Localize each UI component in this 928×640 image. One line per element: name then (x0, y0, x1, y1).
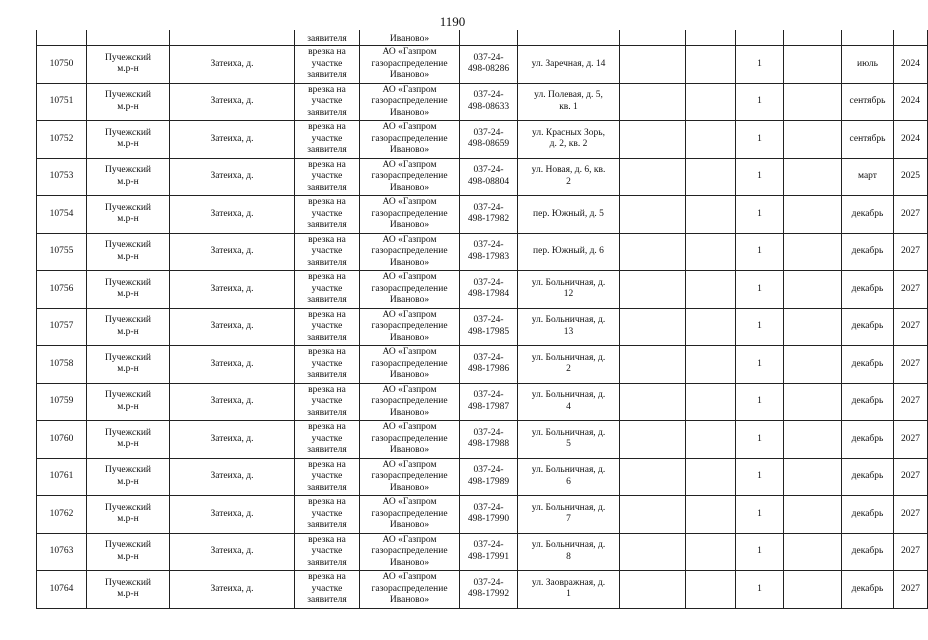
application-code-cell: 037-24- 498-17990 (460, 496, 518, 534)
month-cell: декабрь (842, 458, 894, 496)
year-cell: 2027 (894, 271, 928, 309)
continuation-cell (87, 30, 170, 46)
empty-cell (686, 308, 736, 346)
district-cell: Пучежский м.р-н (87, 383, 170, 421)
count-cell: 1 (736, 308, 784, 346)
application-code-cell: 037-24- 498-08286 (460, 46, 518, 84)
count-cell: 1 (736, 233, 784, 271)
district-cell: Пучежский м.р-н (87, 46, 170, 84)
connection-method-cell: врезка на участке заявителя (295, 458, 360, 496)
connection-method-cell: врезка на участке заявителя (295, 158, 360, 196)
year-cell: 2027 (894, 571, 928, 609)
count-cell: 1 (736, 533, 784, 571)
gas-distribution-org-cell: АО «Газпром газораспределение Иваново» (360, 196, 460, 234)
address-cell: ул. Новая, д. 6, кв. 2 (518, 158, 620, 196)
continuation-cell (37, 30, 87, 46)
count-cell: 1 (736, 196, 784, 234)
district-cell: Пучежский м.р-н (87, 196, 170, 234)
locality-cell: Затеиха, д. (170, 458, 295, 496)
application-code-cell: 037-24- 498-17987 (460, 383, 518, 421)
empty-cell (620, 496, 686, 534)
empty-cell (620, 46, 686, 84)
empty-cell (784, 533, 842, 571)
application-code-cell: 037-24- 498-17983 (460, 233, 518, 271)
year-cell: 2024 (894, 46, 928, 84)
application-code-cell: 037-24- 498-17988 (460, 421, 518, 459)
count-cell: 1 (736, 346, 784, 384)
locality-cell: Затеиха, д. (170, 383, 295, 421)
month-cell: июль (842, 46, 894, 84)
table-row (37, 46, 928, 84)
table-row (37, 533, 928, 571)
locality-cell: Затеиха, д. (170, 83, 295, 121)
row-number-cell: 10760 (37, 421, 87, 459)
address-cell: ул. Красных Зорь, д. 2, кв. 2 (518, 121, 620, 159)
row-number-cell: 10758 (37, 346, 87, 384)
year-cell: 2027 (894, 308, 928, 346)
gas-distribution-org-cell: АО «Газпром газораспределение Иваново» (360, 46, 460, 84)
application-code-cell: 037-24- 498-17982 (460, 196, 518, 234)
continuation-cell (686, 30, 736, 46)
empty-cell (784, 346, 842, 384)
year-cell: 2027 (894, 458, 928, 496)
month-cell: декабрь (842, 421, 894, 459)
continuation-cell (518, 30, 620, 46)
count-cell: 1 (736, 421, 784, 459)
year-cell: 2027 (894, 533, 928, 571)
connection-method-cell: врезка на участке заявителя (295, 196, 360, 234)
row-number-cell: 10762 (37, 496, 87, 534)
count-cell: 1 (736, 571, 784, 609)
address-cell: ул. Заречная, д. 14 (518, 46, 620, 84)
connection-method-cell: врезка на участке заявителя (295, 271, 360, 309)
table-row (37, 346, 928, 384)
gasification-registry-table (36, 30, 928, 609)
empty-cell (784, 83, 842, 121)
locality-cell: Затеиха, д. (170, 121, 295, 159)
empty-cell (620, 533, 686, 571)
connection-method-cell: врезка на участке заявителя (295, 46, 360, 84)
gas-distribution-org-cell: АО «Газпром газораспределение Иваново» (360, 158, 460, 196)
empty-cell (620, 158, 686, 196)
connection-method-cell: врезка на участке заявителя (295, 383, 360, 421)
empty-cell (686, 496, 736, 534)
address-cell: пер. Южный, д. 5 (518, 196, 620, 234)
connection-method-cell: врезка на участке заявителя (295, 533, 360, 571)
district-cell: Пучежский м.р-н (87, 458, 170, 496)
table-row (37, 83, 928, 121)
district-cell: Пучежский м.р-н (87, 308, 170, 346)
connection-method-cell: врезка на участке заявителя (295, 346, 360, 384)
page-number: 1190 (439, 14, 466, 29)
locality-cell: Затеиха, д. (170, 46, 295, 84)
application-code-cell: 037-24- 498-17986 (460, 346, 518, 384)
empty-cell (620, 308, 686, 346)
year-cell: 2027 (894, 196, 928, 234)
row-number-cell: 10763 (37, 533, 87, 571)
row-number-cell: 10756 (37, 271, 87, 309)
continuation-cell (170, 30, 295, 46)
table-row (37, 458, 928, 496)
continuation-cell: Иваново» (360, 30, 460, 46)
address-cell: ул. Полевая, д. 5, кв. 1 (518, 83, 620, 121)
district-cell: Пучежский м.р-н (87, 346, 170, 384)
empty-cell (686, 383, 736, 421)
count-cell: 1 (736, 46, 784, 84)
empty-cell (784, 383, 842, 421)
district-cell: Пучежский м.р-н (87, 571, 170, 609)
empty-cell (784, 308, 842, 346)
address-cell: ул. Заовражная, д. 1 (518, 571, 620, 609)
table-row (37, 196, 928, 234)
connection-method-cell: врезка на участке заявителя (295, 121, 360, 159)
district-cell: Пучежский м.р-н (87, 533, 170, 571)
continuation-cell (460, 30, 518, 46)
year-cell: 2027 (894, 421, 928, 459)
continuation-row (37, 30, 928, 46)
row-number-cell: 10753 (37, 158, 87, 196)
address-cell: ул. Больничная, д. 7 (518, 496, 620, 534)
connection-method-cell: врезка на участке заявителя (295, 308, 360, 346)
empty-cell (686, 46, 736, 84)
year-cell: 2027 (894, 233, 928, 271)
empty-cell (620, 571, 686, 609)
district-cell: Пучежский м.р-н (87, 271, 170, 309)
row-number-cell: 10754 (37, 196, 87, 234)
empty-cell (686, 121, 736, 159)
table-row (37, 158, 928, 196)
table-row (37, 383, 928, 421)
continuation-cell (736, 30, 784, 46)
row-number-cell: 10750 (37, 46, 87, 84)
empty-cell (784, 458, 842, 496)
connection-method-cell: врезка на участке заявителя (295, 421, 360, 459)
application-code-cell: 037-24- 498-08804 (460, 158, 518, 196)
table-row (37, 271, 928, 309)
address-cell: ул. Больничная, д. 2 (518, 346, 620, 384)
application-code-cell: 037-24- 498-17989 (460, 458, 518, 496)
locality-cell: Затеиха, д. (170, 571, 295, 609)
gas-distribution-org-cell: АО «Газпром газораспределение Иваново» (360, 571, 460, 609)
count-cell: 1 (736, 121, 784, 159)
gas-distribution-org-cell: АО «Газпром газораспределение Иваново» (360, 421, 460, 459)
table-row (37, 571, 928, 609)
row-number-cell: 10755 (37, 233, 87, 271)
year-cell: 2027 (894, 496, 928, 534)
table-row (37, 421, 928, 459)
locality-cell: Затеиха, д. (170, 158, 295, 196)
empty-cell (784, 233, 842, 271)
table-row (37, 121, 928, 159)
month-cell: сентябрь (842, 83, 894, 121)
count-cell: 1 (736, 271, 784, 309)
connection-method-cell: врезка на участке заявителя (295, 233, 360, 271)
locality-cell: Затеиха, д. (170, 346, 295, 384)
month-cell: сентябрь (842, 121, 894, 159)
district-cell: Пучежский м.р-н (87, 233, 170, 271)
empty-cell (620, 196, 686, 234)
locality-cell: Затеиха, д. (170, 233, 295, 271)
month-cell: декабрь (842, 496, 894, 534)
month-cell: декабрь (842, 196, 894, 234)
connection-method-cell: врезка на участке заявителя (295, 571, 360, 609)
empty-cell (620, 458, 686, 496)
row-number-cell: 10764 (37, 571, 87, 609)
connection-method-cell: врезка на участке заявителя (295, 496, 360, 534)
empty-cell (686, 233, 736, 271)
empty-cell (784, 271, 842, 309)
empty-cell (620, 421, 686, 459)
gas-distribution-org-cell: АО «Газпром газораспределение Иваново» (360, 121, 460, 159)
empty-cell (686, 533, 736, 571)
empty-cell (620, 383, 686, 421)
row-number-cell: 10759 (37, 383, 87, 421)
locality-cell: Затеиха, д. (170, 421, 295, 459)
row-number-cell: 10761 (37, 458, 87, 496)
district-cell: Пучежский м.р-н (87, 83, 170, 121)
continuation-cell (784, 30, 842, 46)
empty-cell (686, 83, 736, 121)
address-cell: ул. Больничная, д. 12 (518, 271, 620, 309)
month-cell: декабрь (842, 271, 894, 309)
address-cell: ул. Больничная, д. 6 (518, 458, 620, 496)
month-cell: март (842, 158, 894, 196)
empty-cell (686, 158, 736, 196)
year-cell: 2024 (894, 121, 928, 159)
gas-distribution-org-cell: АО «Газпром газораспределение Иваново» (360, 383, 460, 421)
gas-distribution-org-cell: АО «Газпром газораспределение Иваново» (360, 346, 460, 384)
locality-cell: Затеиха, д. (170, 196, 295, 234)
table-body (37, 30, 928, 608)
locality-cell: Затеиха, д. (170, 271, 295, 309)
continuation-cell (842, 30, 894, 46)
month-cell: декабрь (842, 571, 894, 609)
empty-cell (784, 121, 842, 159)
year-cell: 2024 (894, 83, 928, 121)
empty-cell (620, 233, 686, 271)
empty-cell (784, 196, 842, 234)
empty-cell (784, 158, 842, 196)
empty-cell (620, 271, 686, 309)
count-cell: 1 (736, 83, 784, 121)
application-code-cell: 037-24- 498-17985 (460, 308, 518, 346)
gas-distribution-org-cell: АО «Газпром газораспределение Иваново» (360, 271, 460, 309)
row-number-cell: 10757 (37, 308, 87, 346)
gas-distribution-org-cell: АО «Газпром газораспределение Иваново» (360, 83, 460, 121)
count-cell: 1 (736, 458, 784, 496)
district-cell: Пучежский м.р-н (87, 421, 170, 459)
connection-method-cell: врезка на участке заявителя (295, 83, 360, 121)
count-cell: 1 (736, 383, 784, 421)
application-code-cell: 037-24- 498-17991 (460, 533, 518, 571)
empty-cell (784, 421, 842, 459)
gas-distribution-org-cell: АО «Газпром газораспределение Иваново» (360, 308, 460, 346)
address-cell: ул. Больничная, д. 8 (518, 533, 620, 571)
empty-cell (686, 196, 736, 234)
address-cell: пер. Южный, д. 6 (518, 233, 620, 271)
locality-cell: Затеиха, д. (170, 308, 295, 346)
continuation-cell: заявителя (295, 30, 360, 46)
continuation-cell (620, 30, 686, 46)
month-cell: декабрь (842, 533, 894, 571)
district-cell: Пучежский м.р-н (87, 158, 170, 196)
address-cell: ул. Больничная, д. 5 (518, 421, 620, 459)
empty-cell (784, 496, 842, 534)
district-cell: Пучежский м.р-н (87, 121, 170, 159)
application-code-cell: 037-24- 498-17984 (460, 271, 518, 309)
empty-cell (620, 346, 686, 384)
empty-cell (686, 421, 736, 459)
month-cell: декабрь (842, 308, 894, 346)
district-cell: Пучежский м.р-н (87, 496, 170, 534)
locality-cell: Затеиха, д. (170, 533, 295, 571)
table-row (37, 233, 928, 271)
gas-distribution-org-cell: АО «Газпром газораспределение Иваново» (360, 533, 460, 571)
empty-cell (686, 271, 736, 309)
empty-cell (784, 46, 842, 84)
count-cell: 1 (736, 158, 784, 196)
month-cell: декабрь (842, 346, 894, 384)
count-cell: 1 (736, 496, 784, 534)
address-cell: ул. Больничная, д. 4 (518, 383, 620, 421)
application-code-cell: 037-24- 498-08659 (460, 121, 518, 159)
empty-cell (784, 571, 842, 609)
table-row (37, 308, 928, 346)
gas-distribution-org-cell: АО «Газпром газораспределение Иваново» (360, 496, 460, 534)
empty-cell (686, 346, 736, 384)
gas-distribution-org-cell: АО «Газпром газораспределение Иваново» (360, 233, 460, 271)
month-cell: декабрь (842, 383, 894, 421)
year-cell: 2027 (894, 346, 928, 384)
locality-cell: Затеиха, д. (170, 496, 295, 534)
month-cell: декабрь (842, 233, 894, 271)
year-cell: 2025 (894, 158, 928, 196)
table-row (37, 496, 928, 534)
continuation-cell (894, 30, 928, 46)
empty-cell (620, 121, 686, 159)
application-code-cell: 037-24- 498-17992 (460, 571, 518, 609)
empty-cell (686, 458, 736, 496)
gas-distribution-org-cell: АО «Газпром газораспределение Иваново» (360, 458, 460, 496)
empty-cell (686, 571, 736, 609)
address-cell: ул. Больничная, д. 13 (518, 308, 620, 346)
row-number-cell: 10751 (37, 83, 87, 121)
application-code-cell: 037-24- 498-08633 (460, 83, 518, 121)
row-number-cell: 10752 (37, 121, 87, 159)
empty-cell (620, 83, 686, 121)
year-cell: 2027 (894, 383, 928, 421)
